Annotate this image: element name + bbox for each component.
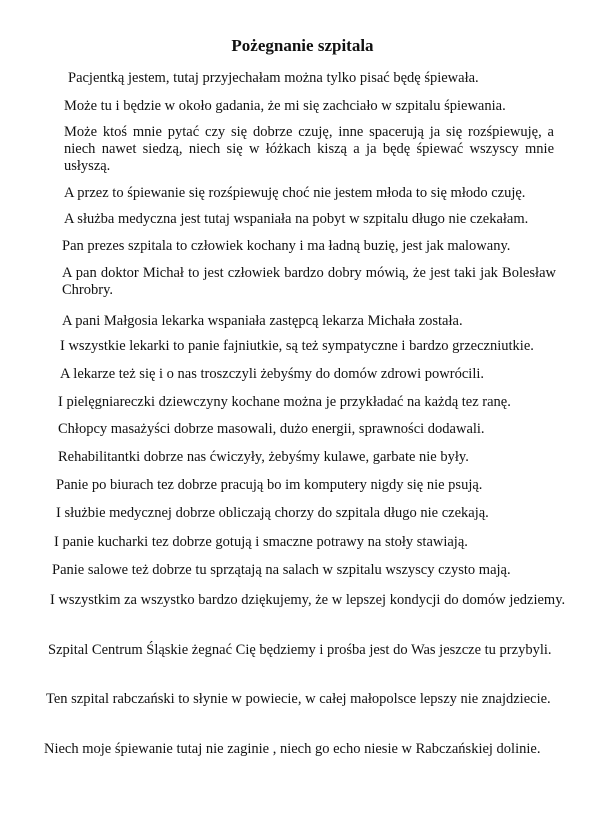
verse-8: A pani Małgosia lekarka wspaniała zastępcą lekarza Michała została.: [62, 313, 463, 329]
verse-6: Pan prezes szpitala to człowiek kochany i ma ładną buzię, jest jak malowany.: [62, 238, 511, 254]
verse-11: I pielęgniareczki dziewczyny kochane można je przykładać na każdą tez ranę.: [58, 394, 511, 410]
verse-16: I panie kucharki tez dobrze gotują i smaczne potrawy na stoły stawiają.: [54, 534, 468, 550]
verse-9: I wszystkie lekarki to panie fajniutkie, są też sympatyczne i bardzo grzeczniutkie.: [60, 338, 534, 354]
page-title: Pożegnanie szpitala: [231, 36, 374, 55]
verse-12: Chłopcy masażyści dobrze masowali, dużo energii, sprawności dodawali.: [58, 421, 485, 437]
verse-3: Może ktoś mnie pytać czy się dobrze czuję, inne spacerują ja się rozśpiewuję, a niech nawet siedzą, niech się w łóżkach kiszą a ja będę śpiewać wszyscy mnie usłyszą.: [64, 124, 554, 174]
verse-21: Niech moje śpiewanie tutaj nie zaginie , niech go echo niesie w Rabczańskiej dolinie.: [44, 741, 541, 757]
verse-17: Panie salowe też dobrze tu sprzątają na salach w szpitalu wszyscy czysto mają.: [52, 562, 511, 578]
verse-2: Może tu i będzie w około gadania, że mi się zachciało w szpitalu śpiewania.: [64, 98, 506, 114]
verse-5: A służba medyczna jest tutaj wspaniała na pobyt w szpitalu długo nie czekałam.: [64, 211, 529, 227]
verse-13: Rehabilitantki dobrze nas ćwiczyły, żebyśmy kulawe, garbate nie były.: [58, 449, 469, 465]
verse-18: I wszystkim za wszystko bardzo dziękujemy, że w lepszej kondycji do domów jedziemy.: [50, 592, 566, 608]
verse-20: Ten szpital rabczański to słynie w powiecie, w całej małopolsce lepszy nie znajdziecie.: [46, 691, 551, 707]
verse-10: A lekarze też się i o nas troszczyli żebyśmy do domów zdrowi powrócili.: [60, 366, 485, 382]
verse-4: A przez to śpiewanie się rozśpiewuję choć nie jestem młoda to się młodo czuję.: [64, 185, 526, 201]
verse-14: Panie po biurach tez dobrze pracują bo im komputery nigdy się nie psują.: [56, 477, 483, 493]
verse-19: Szpital Centrum Śląskie żegnać Cię będziemy i prośba jest do Was jeszcze tu przybyli.: [48, 642, 552, 658]
verse-7: A pan doktor Michał to jest człowiek bardzo dobry mówią, że jest taki jak Bolesław Chrobry.: [62, 265, 556, 298]
verse-15: I służbie medycznej dobrze obliczają chorzy do szpitala długo nie czekają.: [56, 505, 489, 521]
verse-1: Pacjentką jestem, tutaj przyjechałam można tylko pisać będę śpiewała.: [68, 70, 479, 86]
